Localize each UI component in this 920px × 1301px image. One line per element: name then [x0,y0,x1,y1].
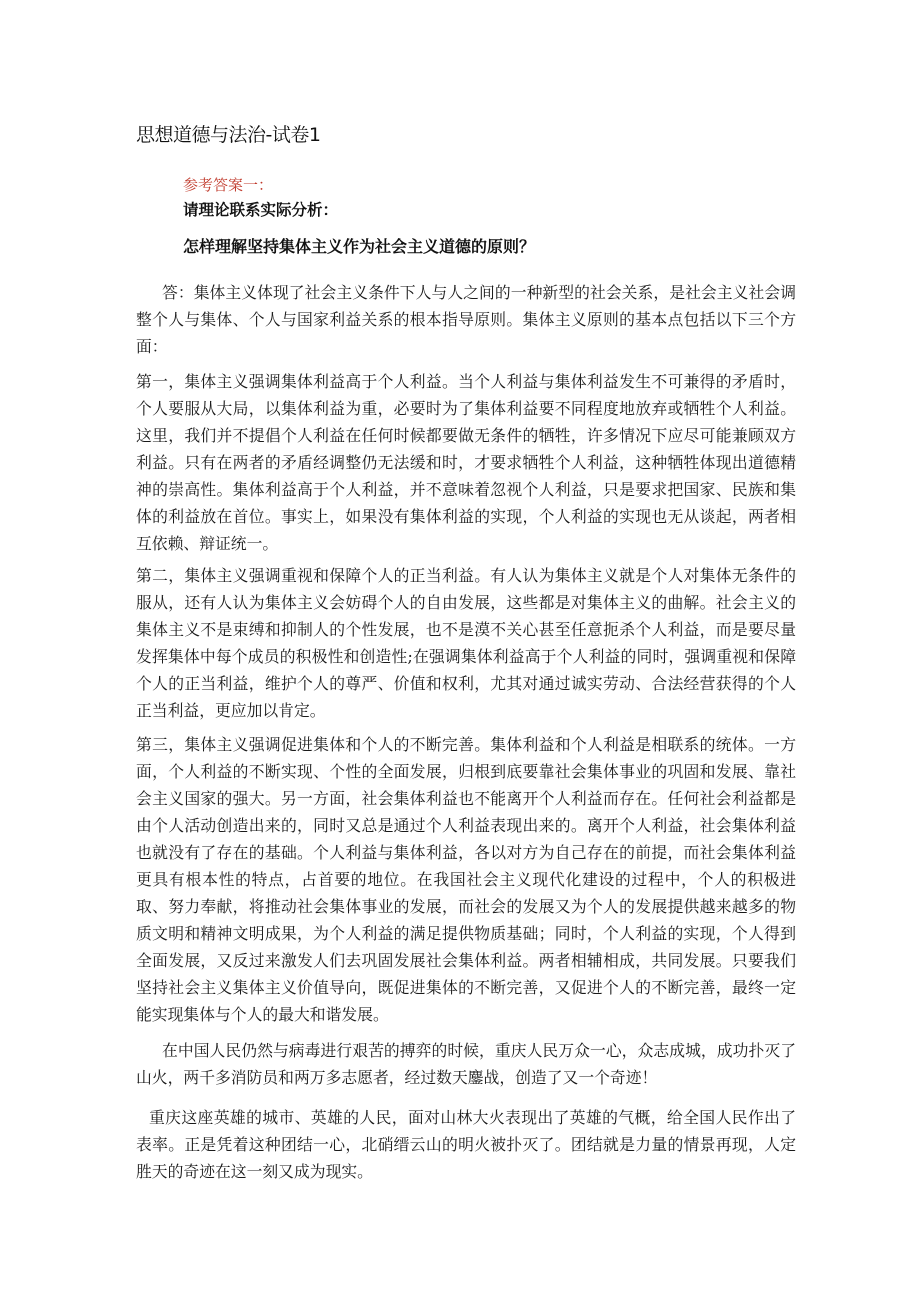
point-two-paragraph: 第二，集体主义强调重视和保障个人的正当利益。有人认为集体主义就是个人对集体无条件的服从，还有人认为集体主义会妨碍个人的自由发展，这些都是对集体主义的曲解。社会主义的集体主义不是束缚和抑制人的个性发展，也不是漠不关心甚至任意扼杀个人利益，而是要尽量发挥集体中每个成员的积极性和创造性;在强调集体利益高于个人利益的同时，强调重视和保障个人的正当利益，维护个人的尊严、价值和权利，尤其对通过诚实劳动、合法经营获得的个人正当利益，更应加以肯定。 [136,566,796,720]
answer-intro-paragraph: 答：集体主义体现了社会主义条件下人与人之间的一种新型的社会关系，是社会主义社会调整个人与集体、个人与国家利益关系的根本指导原则。集体主义原则的基本点包括以下三个方面： [136,283,796,356]
point-one-paragraph: 第一，集体主义强调集体利益高于个人利益。当个人利益与集体利益发生不可兼得的矛盾时，个人要服从大局，以集体利益为重，必要时为了集体利益要不同程度地放弃或牺牲个人利益。这里，我们并不提倡个人利益在任何时候都要做无条件的牺牲，许多情况下应尽可能兼顾双方利益。只有在两者的矛盾经调整仍无法缓和时，才要求牺牲个人利益，这种牺牲体现出道德精神的崇高性。集体利益高于个人利益，并不意味着忽视个人利益，只是要求把国家、民族和集体的利益放在首位。事实上，如果没有集体利益的实现，个人利益的实现也无从谈起，两者相互依赖、辩证统一。 [136,372,796,553]
answer-label: 参考答案一： [183,176,274,194]
question-heading: 怎样理解坚持集体主义作为社会主义道德的原则？ [183,237,536,256]
example-paragraph-1: 在中国人民仍然与病毒进行艰苦的搏弈的时候，重庆人民万众一心，众志成城，成功扑灭了山火，两千多消防员和两万多志愿者，经过数天鏖战，创造了又一个奇迹！ [136,1041,796,1087]
example-paragraph-2: 重庆这座英雄的城市、英雄的人民，面对山林大火表现出了英雄的气概，给全国人民作出了表率。正是凭着这种团结一心，北硝缙云山的明火被扑灭了。团结就是力量的情景再现，人定胜天的奇迹在这一刻又成为现实。 [136,1108,796,1181]
point-three-paragraph: 第三，集体主义强调促进集体和个人的不断完善。集体利益和个人利益是相联系的统体。一方面，个人利益的不断实现、个性的全面发展，归根到底要靠社会集体事业的巩固和发展、靠社会主义国家的强大。另一方面，社会集体利益也不能离开个人利益而存在。任何社会利益都是由个人活动创造出来的，同时又总是通过个人利益表现出来的。离开个人利益，社会集体利益也就没有了存在的基础。个人利益与集体利益，各以对方为自己存在的前提，而社会集体利益更具有根本性的特点，占首要的地位。在我国社会主义现代化建设的过程中，个人的积极进取、努力奉献，将推动社会集体事业的发展，而社会的发展又为个人的发展提供越来越多的物质文明和精神文明成果，为个人利益的满足提供物质基础；同时，个人利益的实现，个人得到全面发展，又反过来激发人们去巩固发展社会集体利益。两者相辅相成，共同发展。只要我们坚持社会主义集体主义价值导向，既促进集体的不断完善，又促进个人的不断完善，最终一定能实现集体与个人的最大和谐发展。 [136,735,796,1024]
analysis-prompt: 请理论联系实际分析： [183,201,339,219]
document-title: 思想道德与法治-试卷1 [136,124,321,146]
